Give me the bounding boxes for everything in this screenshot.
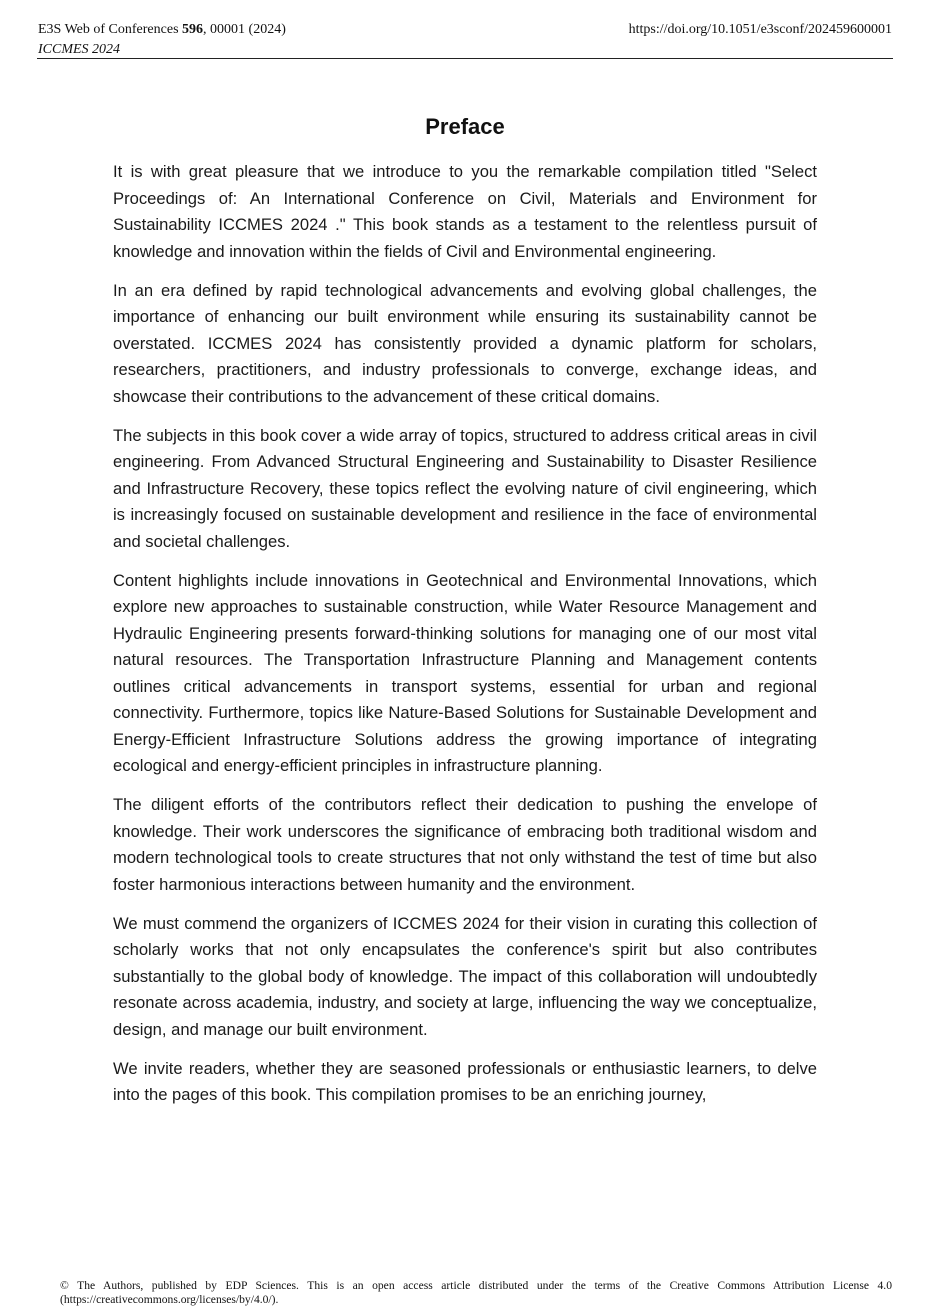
journal-citation	[38, 20, 286, 40]
page-title: Preface	[425, 114, 505, 139]
paragraph: We invite readers, whether they are seasoned professionals or enthusiastic learners, to delve into the pages of this book. This compilation promises to be an enriching journey,	[113, 1058, 817, 1104]
paragraph: It is with great pleasure that we introduce to you the remarkable compilation titled "Select Proceedings of: An International Conference on Civil, Materials and Environment for Sustainability ICCMES 2024 ." This book stands as a testament to the relentless pursuit of knowledge and innovation within the fields of Civil and Environmental engineering.	[113, 162, 817, 261]
paragraph: The subjects in this book cover a wide array of topics, structured to address critical areas in civil engineering. From Advanced Structural Engineering and Sustainability to Disaster Resilience and Infrastructure Recovery, these topics reflect the evolving nature of civil engineering, which is increasingly focused on sustainable development and resilience in the face of environmental and societal challenges.	[113, 425, 817, 551]
preface-body	[113, 159, 817, 1121]
license-statement: © The Authors, published by EDP Sciences. This is an open access article distributed under the terms of the Creative Commons Attribution License 4.0	[60, 1279, 892, 1292]
paragraph: In an era defined by rapid technological advancements and evolving global challenges, the importance of enhancing our built environment while ensuring its sustainability cannot be overstated. ICCMES 2024 has consistently provided a dynamic platform for scholars, researchers, practitioners, and industry professionals to converge, exchange ideas, and showcase their contributions to the advancement of these critical domains.	[113, 280, 817, 406]
header-divider	[37, 58, 893, 59]
paragraph: Content highlights include innovations in Geotechnical and Environmental Innovations, which explore new approaches to sustainable construction, while Water Resource Management and Hydraulic Engineering presents forward-thinking solutions for managing one of our most vital natural resources. The Transportation Infrastructure Planning and Management contents outlines critical advancements in transport systems, essential for urban and regional connectivity. Furthermore, topics like Nature-Based Solutions for Sustainable Development and Energy-Efficient Infrastructure Solutions address the growing importance of integrating ecological and energy-efficient principles in infrastructure planning.	[113, 570, 817, 775]
volume-number: 596	[182, 22, 204, 37]
license-url[interactable]: (https://creativecommons.org/licenses/by/4.0/).	[60, 1293, 279, 1306]
paragraph: We must commend the organizers of ICCMES 2024 for their vision in curating this collection of scholarly works that not only encapsulates the conference's spirit but also contributes substantially to the global body of knowledge. The impact of this collaboration will undoubtedly resonate across academia, industry, and society at large, influencing the way we conceptualize, design, and manage our built environment.	[113, 913, 817, 1039]
conference-name: ICCMES 2024	[38, 42, 121, 57]
journal-name: E3S Web of Conferences	[38, 22, 183, 37]
doi-link[interactable]: https://doi.org/10.1051/e3sconf/202459600001	[628, 22, 892, 37]
license-footer	[60, 1279, 892, 1307]
running-header-left	[38, 20, 286, 60]
paragraph: The diligent efforts of the contributors reflect their dedication to pushing the envelope of knowledge. Their work underscores the significance of embracing both traditional wisdom and modern technological tools to create structures that not only withstand the test of time but also foster harmonious interactions between humanity and the environment.	[113, 795, 817, 894]
article-number: , 00001 (2024)	[203, 22, 286, 37]
